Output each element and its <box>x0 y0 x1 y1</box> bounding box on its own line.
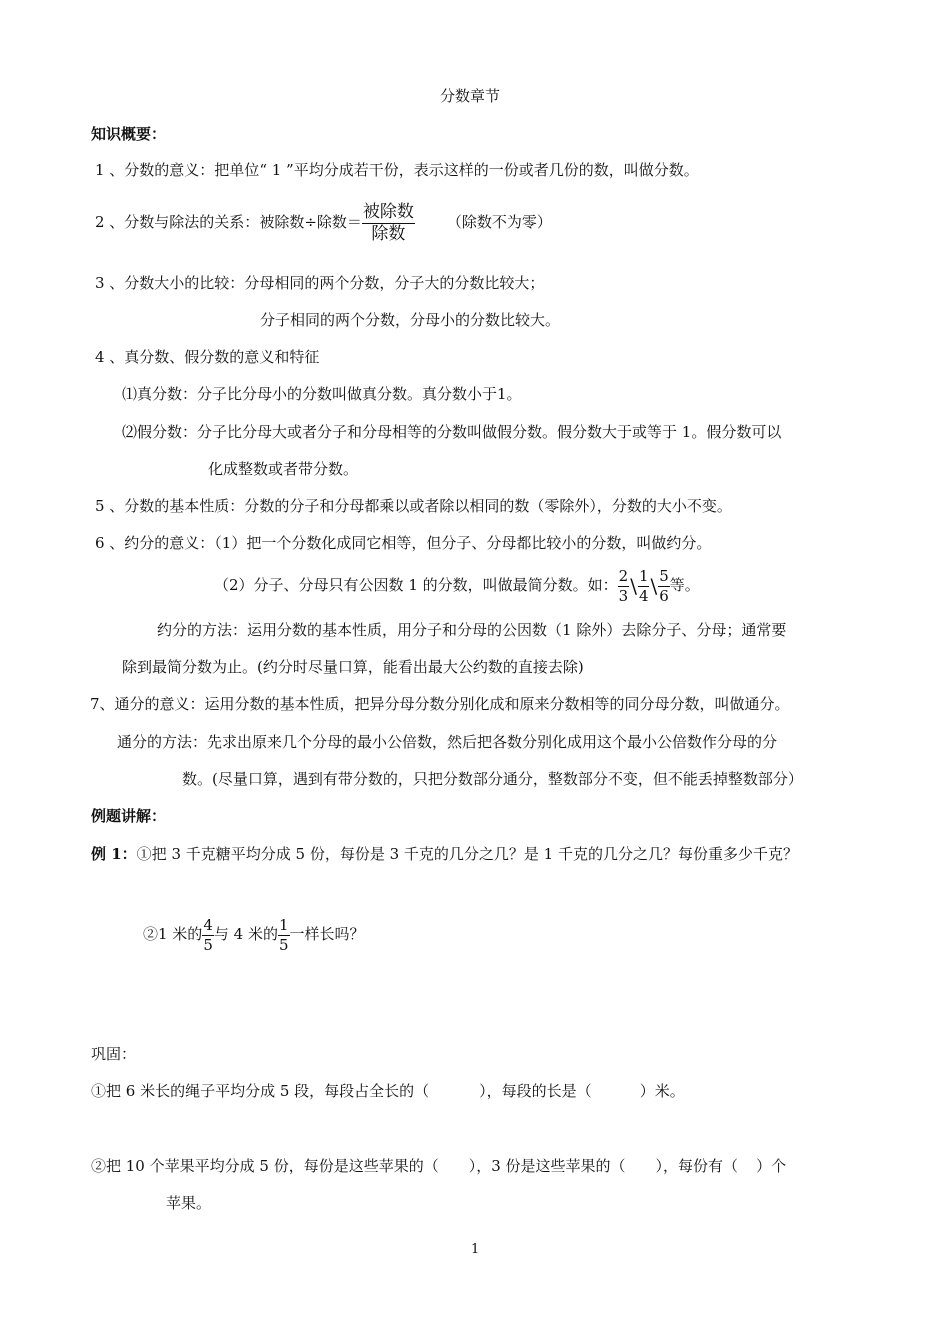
page-number: 1 <box>471 1242 480 1257</box>
practice-heading: 巩固： <box>91 1045 137 1063</box>
example-fraction-1 <box>618 566 630 605</box>
q1-text-b: ），每段的长是（ <box>479 1082 592 1100</box>
q2-text-a: ②把 10 个苹果平均分成 5 份，每份是这些苹果的（ <box>91 1157 439 1175</box>
overview-item-6: 6 、约分的意义：（1）把一个分数化成同它相等，但分子、分母都比较小的分数，叫做约分。 <box>95 534 712 552</box>
division-relation-text: 2 、分数与除法的关系：被除数÷除数＝ <box>95 213 362 231</box>
reduction-method-cont: 除到最简分数为止。(约分时尽量口算，能看出最大公约数的直接去除) <box>122 658 584 676</box>
dividend-over-divisor-fraction <box>362 201 415 244</box>
example-1-question: ①把 3 千克糖平均分成 5 份，每份是 3 千克的几分之几？是 1 千克的几分之几？每份重多少千克？ <box>136 845 798 863</box>
fraction-denominator: 6 <box>659 586 669 605</box>
example-text-b: 与 4 米的 <box>213 925 278 943</box>
overview-item-3a: 3 、分数大小的比较：分母相同的两个分数，分子大的分数比较大； <box>95 274 545 292</box>
fraction-denominator: 除数 <box>362 223 415 243</box>
divisor-nonzero-note: （除数不为零） <box>446 213 552 231</box>
fraction-denominator: 5 <box>278 935 289 954</box>
examples-heading: 例题讲解： <box>91 807 167 825</box>
overview-item-4: 4 、真分数、假分数的意义和特征 <box>95 348 320 366</box>
page-title: 分数章节 <box>440 87 501 105</box>
separator-backslash: \ <box>630 574 637 598</box>
q1-text-a: ①把 6 米长的绳子平均分成 5 段，每段占全长的（ <box>91 1082 430 1100</box>
practice-question-2 <box>91 1156 786 1176</box>
example-1-part-2 <box>143 910 365 958</box>
overview-heading: 知识概要： <box>91 125 167 143</box>
q1-text-c: ）米。 <box>639 1082 685 1100</box>
separator-backslash: \ <box>650 574 658 598</box>
reduction-method: 约分的方法：运用分数的基本性质，用分子和分母的公因数（1 除外）去除分子、分母；通常要 <box>157 621 787 639</box>
simplest-fraction-definition <box>214 562 700 608</box>
improper-fraction-definition-cont: 化成整数或者带分数。 <box>208 460 359 478</box>
overview-item-5: 5 、分数的基本性质：分数的分子和分母都乘以或者除以相同的数（零除外），分数的大小不变。 <box>95 497 732 515</box>
fraction-numerator: 2 <box>618 566 629 585</box>
fraction-denominator: 5 <box>203 935 213 954</box>
example-fraction-3 <box>658 566 670 605</box>
practice-question-1 <box>91 1081 685 1101</box>
q2-text-c: ），每份有（ <box>655 1157 739 1175</box>
example-label: 例 1： <box>91 845 137 863</box>
practice-question-2-cont: 苹果。 <box>166 1194 212 1212</box>
proper-fraction-definition: ⑴真分数：分子比分母小的分数叫做真分数。真分数小于1。 <box>122 385 522 403</box>
fraction-denominator: 4 <box>638 586 649 605</box>
fraction-numerator: 1 <box>638 566 649 585</box>
q2-text-d: ）个 <box>756 1157 787 1175</box>
common-denominator-method-cont: 数。(尽量口算，遇到有带分数的，只把分数部分通分，整数部分不变，但不能丢掉整数部分） <box>182 770 803 788</box>
example-suffix: 等。 <box>669 576 700 594</box>
fraction-numerator: 4 <box>203 915 213 934</box>
example-text-a: ②1 米的 <box>143 925 203 943</box>
fraction-one-fifth <box>278 915 290 954</box>
fraction-denominator: 3 <box>618 586 629 605</box>
overview-item-7: 7、通分的意义：运用分数的基本性质，把异分母分数分别化成和原来分数相等的同分母分数，叫做通分。 <box>90 695 790 713</box>
overview-item-3b: 分子相同的两个分数，分母小的分数比较大。 <box>260 311 561 329</box>
overview-item-2 <box>95 200 552 244</box>
simplest-fraction-text: （2）分子、分母只有公因数 1 的分数，叫做最简分数。如： <box>214 576 618 594</box>
common-denominator-method: 通分的方法：先求出原来几个分母的最小公倍数，然后把各数分别化成用这个最小公倍数作分母的分 <box>117 733 778 751</box>
overview-item-1: 1 、分数的意义：把单位“ 1 ”平均分成若干份，表示这样的一份或者几份的数，叫做分数。 <box>95 161 699 179</box>
q2-text-b: ），3 份是这些苹果的（ <box>468 1157 626 1175</box>
example-fraction-2 <box>638 566 650 605</box>
example-1 <box>91 844 798 864</box>
improper-fraction-definition: ⑵假分数：分子比分母大或者分子和分母相等的分数叫做假分数。假分数大于或等于 1。假分数可以 <box>122 423 782 441</box>
fraction-numerator: 1 <box>278 915 289 934</box>
fraction-four-fifths <box>202 915 214 954</box>
fraction-numerator: 被除数 <box>362 201 414 222</box>
example-text-c: 一样长吗？ <box>289 925 365 943</box>
fraction-numerator: 5 <box>659 566 669 585</box>
